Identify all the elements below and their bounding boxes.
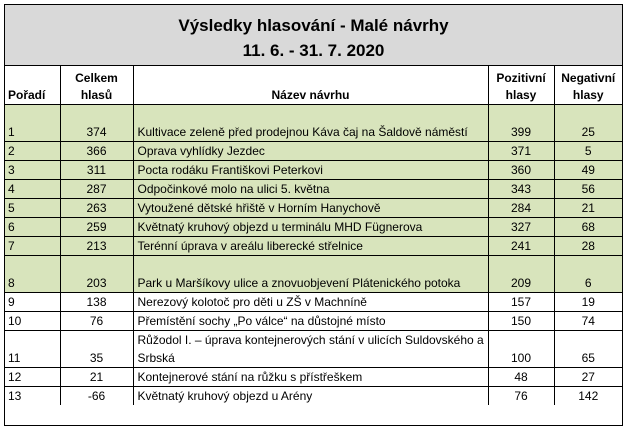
cell-total-votes: -66 <box>60 387 133 406</box>
cell-total-votes: 203 <box>60 256 133 293</box>
cell-order: 8 <box>5 256 60 293</box>
cell-order: 11 <box>5 331 60 368</box>
cell-order: 6 <box>5 218 60 237</box>
table-row <box>5 256 622 293</box>
cell-proposal-name: Květnatý kruhový objezd u terminálu MHD Fügnerova <box>133 218 488 237</box>
table-row <box>5 237 622 256</box>
cell-positive-votes: 343 <box>488 180 554 199</box>
cell-negative-votes: 5 <box>554 142 622 161</box>
cell-total-votes: 138 <box>60 293 133 312</box>
cell-negative-votes: 142 <box>554 387 622 406</box>
cell-total-votes: 76 <box>60 312 133 331</box>
cell-total-votes: 259 <box>60 218 133 237</box>
cell-negative-votes: 27 <box>554 368 622 387</box>
cell-positive-votes: 284 <box>488 199 554 218</box>
cell-proposal-name: Růžodol I. – úprava kontejnerových stání v ulicích Suldovského a Srbská <box>133 331 488 368</box>
table-row <box>5 387 622 406</box>
table-row <box>5 312 622 331</box>
table-row <box>5 142 622 161</box>
header-total-votes: Celkem hlasů <box>60 66 133 105</box>
cell-order: 1 <box>5 105 60 142</box>
cell-order: 7 <box>5 237 60 256</box>
cell-order: 3 <box>5 161 60 180</box>
header-row <box>5 66 622 105</box>
cell-positive-votes: 48 <box>488 368 554 387</box>
cell-order: 2 <box>5 142 60 161</box>
cell-positive-votes: 100 <box>488 331 554 368</box>
cell-negative-votes: 28 <box>554 237 622 256</box>
cell-positive-votes: 150 <box>488 312 554 331</box>
results-sheet <box>4 4 623 426</box>
header-negative-votes: Negativní hlasy <box>554 66 622 105</box>
header-proposal-name: Název návrhu <box>133 66 488 105</box>
cell-positive-votes: 76 <box>488 387 554 406</box>
cell-order: 4 <box>5 180 60 199</box>
cell-proposal-name: Pocta rodáku Františkovi Peterkovi <box>133 161 488 180</box>
table-row <box>5 331 622 368</box>
cell-order: 5 <box>5 199 60 218</box>
cell-total-votes: 287 <box>60 180 133 199</box>
table-row <box>5 293 622 312</box>
table-row <box>5 199 622 218</box>
cell-positive-votes: 371 <box>488 142 554 161</box>
cell-total-votes: 35 <box>60 331 133 368</box>
title-date-range: 11. 6. - 31. 7. 2020 <box>242 41 385 60</box>
cell-negative-votes: 21 <box>554 199 622 218</box>
cell-proposal-name: Přemístění sochy „Po válce“ na důstojné místo <box>133 312 488 331</box>
cell-total-votes: 311 <box>60 161 133 180</box>
cell-order: 9 <box>5 293 60 312</box>
table-row <box>5 105 622 142</box>
cell-proposal-name: Kontejnerové stání na růžku s přístřeškem <box>133 368 488 387</box>
cell-negative-votes: 25 <box>554 105 622 142</box>
cell-negative-votes: 6 <box>554 256 622 293</box>
cell-proposal-name: Terénní úprava v areálu liberecké střelnice <box>133 237 488 256</box>
cell-positive-votes: 209 <box>488 256 554 293</box>
cell-proposal-name: Park u Maršíkovy ulice a znovuobjevení Plátenického potoka <box>133 256 488 293</box>
cell-negative-votes: 68 <box>554 218 622 237</box>
cell-negative-votes: 56 <box>554 180 622 199</box>
cell-negative-votes: 19 <box>554 293 622 312</box>
cell-positive-votes: 360 <box>488 161 554 180</box>
cell-total-votes: 263 <box>60 199 133 218</box>
table-row <box>5 161 622 180</box>
cell-total-votes: 366 <box>60 142 133 161</box>
cell-positive-votes: 241 <box>488 237 554 256</box>
table-row <box>5 180 622 199</box>
cell-positive-votes: 327 <box>488 218 554 237</box>
cell-proposal-name: Kultivace zeleně před prodejnou Káva čaj na Šaldově náměstí <box>133 105 488 142</box>
cell-proposal-name: Nerezový kolotoč pro děti u ZŠ v Machníně <box>133 293 488 312</box>
results-body <box>5 105 622 406</box>
cell-proposal-name: Květnatý kruhový objezd u Arény <box>133 387 488 406</box>
cell-negative-votes: 74 <box>554 312 622 331</box>
cell-negative-votes: 49 <box>554 161 622 180</box>
cell-proposal-name: Odpočinkové molo na ulici 5. května <box>133 180 488 199</box>
title-banner <box>5 5 622 66</box>
cell-positive-votes: 399 <box>488 105 554 142</box>
header-positive-votes: Pozitivní hlasy <box>488 66 554 105</box>
cell-total-votes: 213 <box>60 237 133 256</box>
cell-order: 13 <box>5 387 60 406</box>
cell-total-votes: 374 <box>60 105 133 142</box>
title-main: Výsledky hlasování - Malé návrhy <box>178 16 449 35</box>
table-row <box>5 368 622 387</box>
cell-order: 12 <box>5 368 60 387</box>
header-order: Pořadí <box>5 66 60 105</box>
cell-order: 10 <box>5 312 60 331</box>
cell-negative-votes: 65 <box>554 331 622 368</box>
cell-proposal-name: Oprava vyhlídky Jezdec <box>133 142 488 161</box>
table-row <box>5 218 622 237</box>
cell-positive-votes: 157 <box>488 293 554 312</box>
cell-proposal-name: Vytoužené dětské hřiště v Horním Hanychově <box>133 199 488 218</box>
results-table <box>5 66 622 405</box>
cell-total-votes: 21 <box>60 368 133 387</box>
